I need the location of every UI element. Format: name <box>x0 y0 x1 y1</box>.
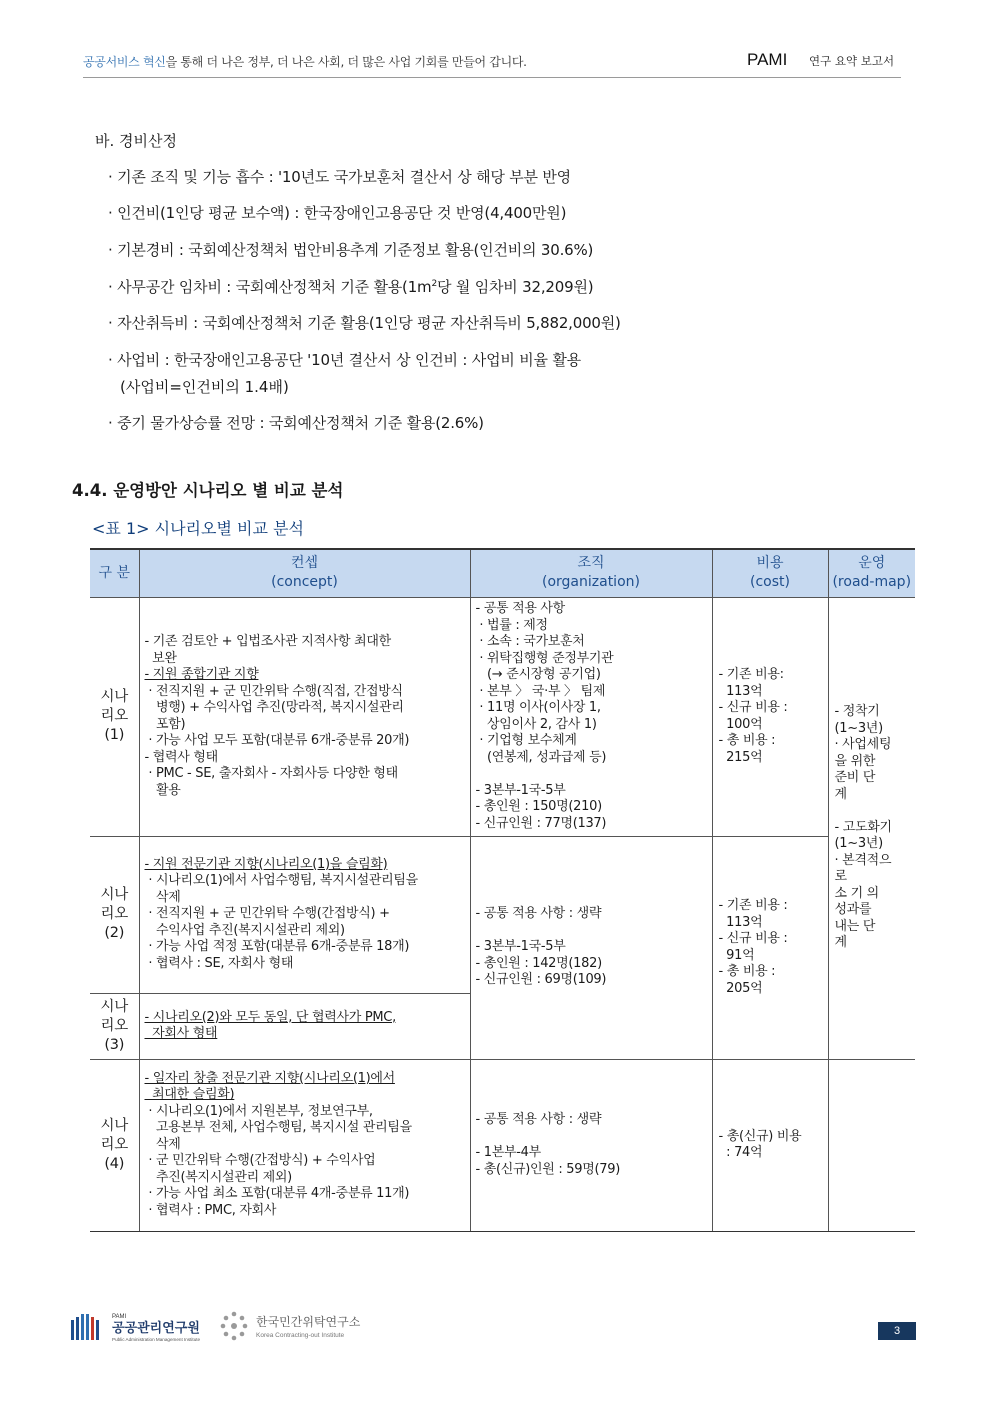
pami-logo <box>71 1310 211 1344</box>
header-organization: 조직 (organization) <box>470 549 712 597</box>
concept-cell: - 지원 전문기관 지향(시나리오(1)을 슬림화) · 시나리오(1)에서 사업수행팀, 복지시설관리팀을 삭제 · 전직지원 + 군 민간위탁 수행(간접방식) + 수익사업 추진(복지시설관리 제외) · 가능 사업 적정 포함(대분류 6개-중분류 18개) · 협력사 : SE, 자회사 형태 <box>139 836 470 993</box>
table-row <box>90 597 915 836</box>
bullet-item: · 기존 조직 및 기능 흡수 : '10년도 국가보훈처 결산서 상 해당 부분 반영 <box>108 168 571 186</box>
header-operation: 운영 (road-map) <box>828 549 915 597</box>
header-slogan <box>83 53 527 70</box>
page-number: 3 <box>878 1322 916 1340</box>
header-cost: 비용 (cost) <box>712 549 828 597</box>
kcoi-logo <box>218 1310 378 1344</box>
slogan-rest: 을 통해 더 나은 정부, 더 나은 사회, 더 많은 사업 기회를 만들어 갑니다. <box>165 55 527 69</box>
organization-cell: - 공통 적용 사항 : 생략 - 1본부-4부 - 총(신규)인원 : 59명(79) <box>470 1059 712 1231</box>
section-title: 바. 경비산정 <box>95 132 177 150</box>
scenario-label: 시나 리오 (1) <box>90 597 139 836</box>
kcoi-logo-mark <box>221 1312 248 1341</box>
header-concept: 컨셉 (concept) <box>139 549 470 597</box>
pami-en-name: Public Administration Management Institute <box>112 1337 201 1342</box>
kcoi-en-name: Korea Contracting-out Institute <box>256 1332 345 1339</box>
superscript: 2 <box>431 279 437 289</box>
header-brand: PAMI <box>747 50 788 69</box>
table-header-row <box>90 549 915 597</box>
organization-cell: - 공통 적용 사항 : 생략 - 3본부-1국-5부 - 총인원 : 142명(182) - 신규인원 : 69명(109) <box>470 836 712 1059</box>
concept-cell: - 기존 검토안 + 입법조사관 지적사항 최대한 보완 - 지원 종합기관 지향 · 전직지원 + 군 민간위탁 수행(직접, 간접방식 병행) + 수익사업 추진(망라적, 복지시설관리 포함) · 가능 사업 모두 포함(대분류 6개-중분류 20개) - 협력사 형태 · PMC - SE, 출자회사 - 자회사등 다양한 형태 활용 <box>139 597 470 836</box>
pami-name: 공공관리연구원 <box>112 1321 200 1336</box>
slogan-accent: 공공서비스 혁신 <box>83 55 166 69</box>
bullet-item: · 인건비(1인당 평균 보수액) : 한국장애인고용공단 것 반영(4,400만원) <box>108 204 567 222</box>
bullet-text: · 사무공간 임차비 : 국회예산정책처 기준 활용(1m <box>108 278 432 296</box>
page-header <box>83 50 901 78</box>
pami-small-text: PAMI <box>112 1314 127 1320</box>
bullet-text-tail: 당 월 임차비 32,209원) <box>437 278 594 296</box>
header-report-type: 연구 요약 보고서 <box>809 54 895 68</box>
operation-cell-empty <box>828 1059 915 1231</box>
bullet-item: · 중기 물가상승률 전망 : 국회예산정책처 기준 활용(2.6%) <box>108 414 484 432</box>
concept-cell: - 일자리 창출 전문기관 지향(시나리오(1)에서 최대한 슬림화) · 시나리오(1)에서 지원본부, 정보연구부, 고용본부 전체, 사업수행팀, 복지시설 관리팀을 삭제 · 군 민간위탁 수행(간접방식) + 수익사업 추진(복지시설관리 제외) · 가능 사업 최소 포함(대분류 4개-중분류 11개) · 협력사 : PMC, 자회사 <box>139 1059 470 1231</box>
table-row <box>90 1059 915 1231</box>
organization-cell: - 공통 적용 사항 · 법률 : 제정 · 소속 : 국가보훈처 · 위탁집행형 준정부기관 (→ 준시장형 공기업) · 본부 〉 국·부 〉 팀제 · 11명 이사(이사장 1, 상임이사 2, 감사 1) · 기업형 보수체계 (연봉제, 성과급제 등) - 3본부-1국-5부 - 총인원 : 150명(210) - 신규인원 : 77명(137) <box>470 597 712 836</box>
subsection-heading: 4.4. 운영방안 시나리오 별 비교 분석 <box>72 481 344 500</box>
cost-cell: - 기존 비용 : 113억 - 신규 비용 : 91억 - 총 비용 : 205억 <box>712 836 828 1059</box>
bullet-item: · 사업비 : 한국장애인고용공단 '10년 결산서 상 인건비 : 사업비 비율 활용 <box>108 351 581 369</box>
cost-cell: - 기존 비용: 113억 - 신규 비용 : 100억 - 총 비용 : 215억 <box>712 597 828 836</box>
header-division: 구 분 <box>90 549 139 597</box>
cost-cell: - 총(신규) 비용 : 74억 <box>712 1059 828 1231</box>
bullet-item: · 자산취득비 : 국회예산정책처 기준 활용(1인당 평균 자산취득비 5,882,000원) <box>108 314 621 332</box>
bullet-item <box>108 276 593 297</box>
bullet-item-cont: (사업비=인건비의 1.4배) <box>120 378 289 396</box>
operation-cell: - 정착기 (1~3년) · 사업세팅 을 위한 준비 단 계 - 고도화기 (1~3년) · 본격적으 로 소 기 의 성과를 내는 단 계 <box>828 597 915 1059</box>
scenario-label: 시나 리오 (4) <box>90 1059 139 1231</box>
scenario-label: 시나 리오 (3) <box>90 993 139 1059</box>
concept-cell: - 시나리오(2)와 모두 동일, 단 협력사가 PMC, 자회사 형태 <box>139 993 470 1059</box>
scenario-comparison-table <box>90 548 915 1232</box>
bullet-item: · 기본경비 : 국회예산정책처 법안비용추계 기준정보 활용(인건비의 30.6%) <box>108 241 594 259</box>
scenario-label: 시나 리오 (2) <box>90 836 139 993</box>
pami-logo-mark <box>71 1314 99 1340</box>
table-caption: <표 1> 시나리오별 비교 분석 <box>92 519 304 538</box>
table-row <box>90 836 915 993</box>
kcoi-name: 한국민간위탁연구소 <box>256 1315 361 1329</box>
